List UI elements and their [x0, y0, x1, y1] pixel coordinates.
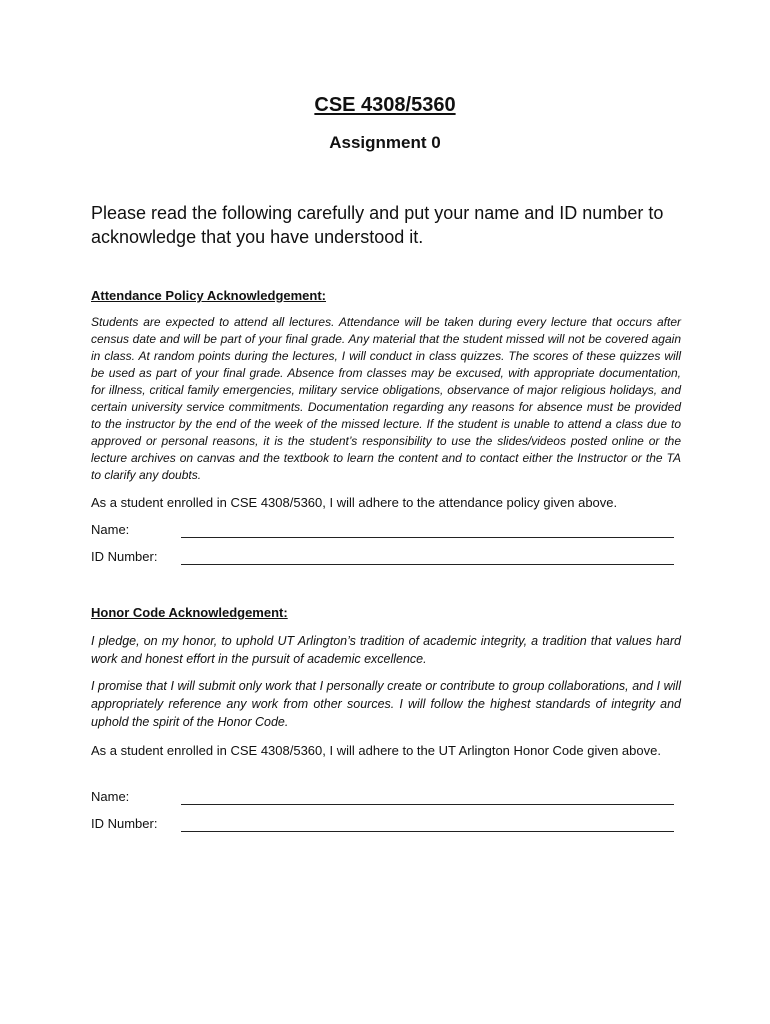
attendance-name-field[interactable]	[91, 522, 681, 542]
attendance-statement: As a student enrolled in CSE 4308/5360, I will adhere to the attendance policy given above.	[91, 495, 618, 510]
attendance-id-label: ID Number:	[91, 549, 158, 564]
honor-name-label: Name:	[91, 789, 130, 804]
honor-heading: Honor Code Acknowledgement:	[91, 605, 288, 620]
honor-promise-text: I promise that I will submit only work that I personally create or contribute to group collaborations, and I will appropriately reference any work from other sources. I will follow the highest standards of integrity and uphold the spirit of the Honor Code.	[91, 679, 681, 729]
attendance-name-line[interactable]	[181, 537, 674, 538]
attendance-id-field[interactable]	[91, 549, 681, 569]
honor-name-field[interactable]	[91, 789, 681, 809]
intro-instructions: Please read the following carefully and put your name and ID number to acknowledge that you have understood it.	[91, 203, 664, 247]
attendance-policy-text: Students are expected to attend all lectures. Attendance will be taken during every lecture that occurs after census date and will be part of your final grade. Any material that the student missed will not be covered again in class. At random points during the lectures, I will conduct in class quizzes. The scores of these quizzes will be used as part of your final grade. Absence from classes may be excused, with appropriate documentation, for illness, critical family emergencies, military service obligations, observance of major religious holidays, and certain university service commitments. Documentation regarding any reasons for absence must be provided to the instructor by the end of the week of the missed lecture. If the student is unable to attend a class due to approved or personal reasons, it is the student’s responsibility to use the slides/videos posted online or the lecture archives on canvas and the textbook to learn the content and to contact either the Instructor or the TA to clarify any doubts.	[91, 315, 681, 482]
honor-id-line[interactable]	[181, 831, 674, 832]
attendance-name-label: Name:	[91, 522, 130, 537]
attendance-id-line[interactable]	[181, 564, 674, 565]
honor-statement: As a student enrolled in CSE 4308/5360, I will adhere to the UT Arlington Honor Code given above.	[91, 743, 661, 758]
honor-name-line[interactable]	[181, 804, 674, 805]
assignment-title: Assignment 0	[329, 133, 441, 152]
honor-id-field[interactable]	[91, 816, 681, 836]
honor-id-label: ID Number:	[91, 816, 158, 831]
course-title: CSE 4308/5360	[314, 94, 456, 116]
honor-pledge-text: I pledge, on my honor, to uphold UT Arlington’s tradition of academic integrity, a tradition that values hard work and honest effort in the pursuit of academic excellence.	[91, 634, 681, 666]
attendance-heading: Attendance Policy Acknowledgement:	[91, 288, 327, 303]
